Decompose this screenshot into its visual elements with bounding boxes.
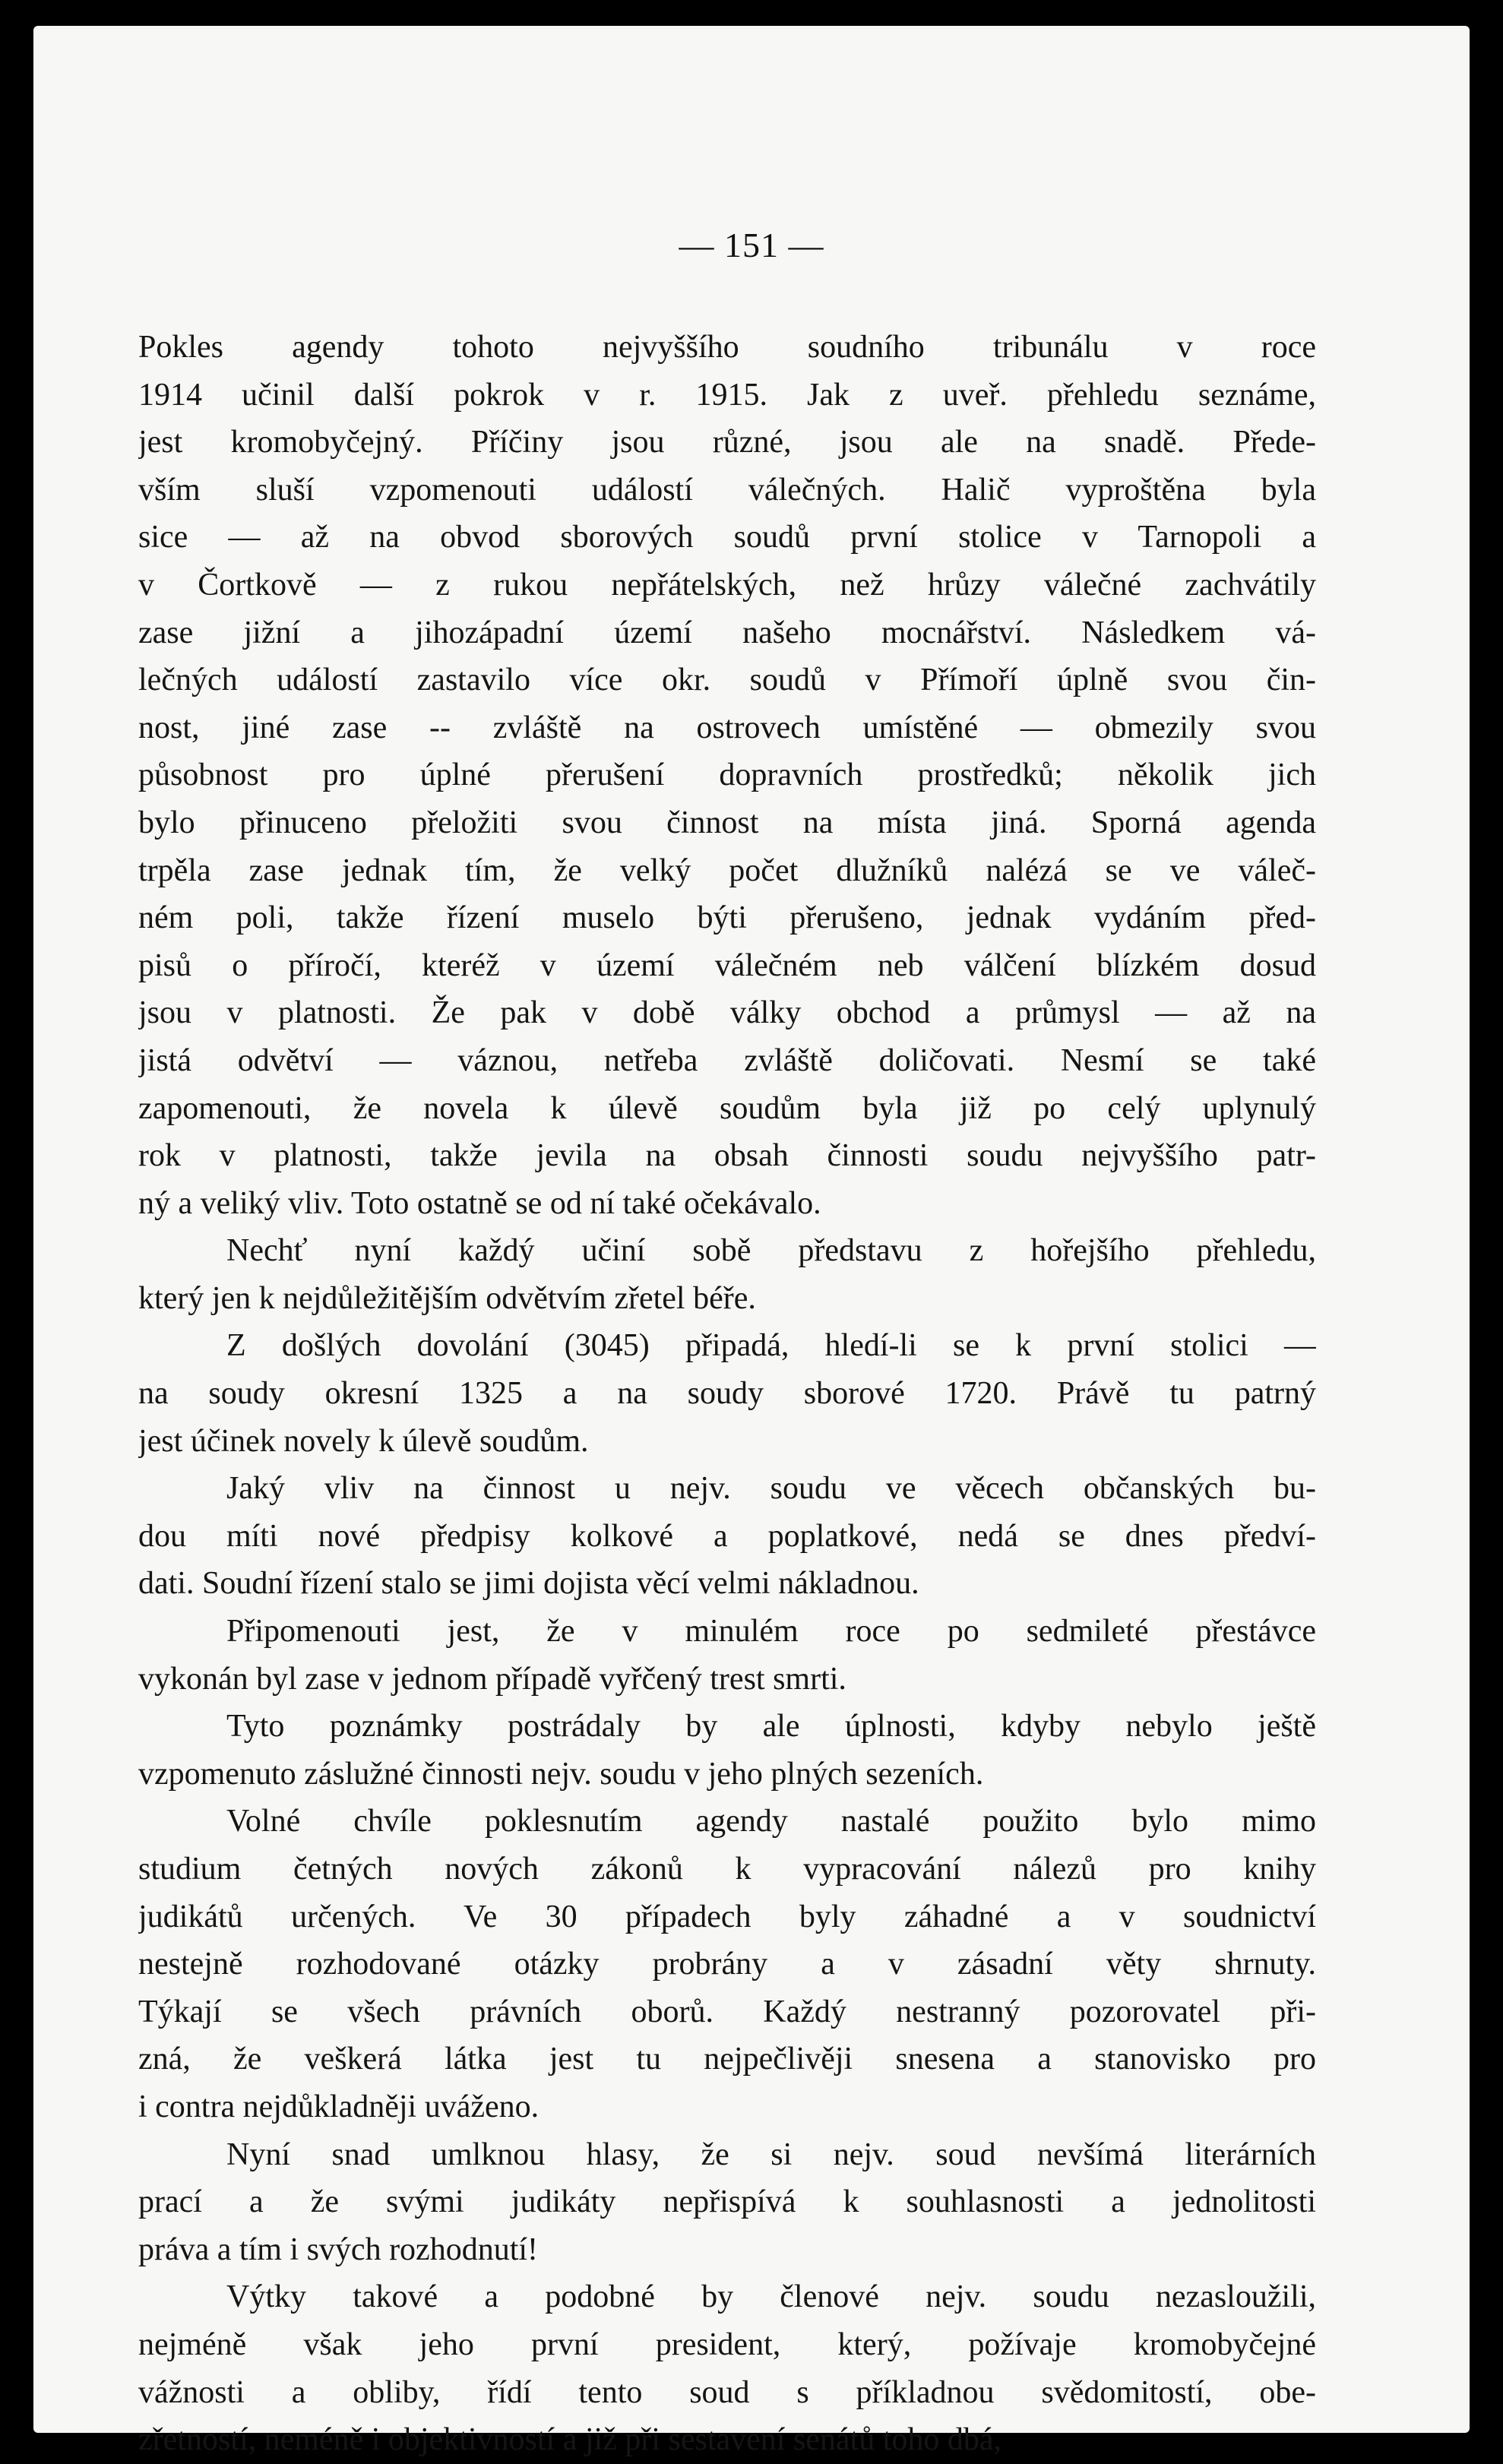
text-line: který jen k nejdůležitějším odvětvím zřetel béře. (138, 1280, 756, 1316)
text-line: Týkají se všech právních oborů. Každý nestranný pozorovatel při- (138, 1994, 1316, 2029)
text-line: Jaký vliv na činnost u nejv. soudu ve věcech občanských bu- (226, 1471, 1316, 1507)
paragraph (138, 1703, 1316, 1798)
paragraph (138, 324, 1316, 1227)
text-line: vážnosti a obliby, řídí tento soud s příkladnou svědomitostí, obe- (138, 2374, 1316, 2410)
text-line: nejméně však jeho první president, který, požívaje kromobyčejné (138, 2326, 1316, 2362)
text-line: jest kromobyčejný. Příčiny jsou různé, jsou ale na snadě. Přede- (138, 425, 1316, 460)
text-line: Pokles agendy tohoto nejvyššího soudního tribunálu v roce (138, 330, 1316, 365)
text-line: zná, že veškerá látka jest tu nejpečlivěji snesena a stanovisko pro (138, 2042, 1316, 2077)
text-line: na soudy okresní 1325 a na soudy sborové 1720. Právě tu patrný (138, 1376, 1316, 1412)
text-line: zase jižní a jihozápadní území našeho mocnářství. Následkem vá- (138, 615, 1316, 650)
text-line: zřetností, neméně i objektivností a již při sestavení senátů toho dbá, (138, 2422, 1002, 2458)
paragraph (138, 2131, 1316, 2274)
text-line: 1914 učinil další pokrok v r. 1915. Jak z uveř. přehledu seznáme, (138, 377, 1316, 413)
text-line: ném poli, takže řízení muselo býti přerušeno, jednak vydáním před- (138, 900, 1316, 936)
text-line: nost, jiné zase -- zvláště na ostrovech umístěné — obmezily svou (138, 710, 1316, 745)
text-line: vykonán byl zase v jednom případě vyřčený trest smrti. (138, 1661, 846, 1697)
text-line: pisů o příročí, kteréž v území válečném neb válčení blízkém dosud (138, 947, 1316, 983)
text-line: působnost pro úplné přerušení dopravních prostředků; několik jich (138, 758, 1316, 793)
text-line: Nechť nyní každý učiní sobě představu z hořejšího přehledu, (226, 1233, 1316, 1269)
paragraph (138, 1322, 1316, 1465)
text-line: dati. Soudní řízení stalo se jimi dojista věcí velmi nákladnou. (138, 1566, 919, 1602)
text-line: Z došlých dovolání (3045) připadá, hledí-li se k první stolici — (226, 1328, 1316, 1364)
text-line: i contra nejdůkladněji uváženo. (138, 2089, 539, 2124)
paragraph (138, 2273, 1316, 2463)
text-line: sice — až na obvod sborových soudů první stolice v Tarnopoli a (138, 520, 1316, 555)
text-line: vším sluší vzpomenouti událostí válečných. Halič vyproštěna byla (138, 472, 1316, 508)
text-line: Připomenouti jest, že v minulém roce po sedmileté přestávce (226, 1614, 1316, 1650)
text-line: nestejně rozhodované otázky probrány a v zásadní věty shrnuty. (138, 1947, 1316, 1982)
paragraph (138, 1798, 1316, 2130)
text-line: lečných událostí zastavilo více okr. soudů v Přímoří úplně svou čin- (138, 663, 1316, 698)
text-line: v Čortkově — z rukou nepřátelských, než hrůzy válečné zachvátily (138, 567, 1316, 603)
text-line: trpěla zase jednak tím, že velký počet dlužníků nalézá se ve váleč- (138, 852, 1316, 888)
text-line: jistá odvětví — váznou, netřeba zvláště doličovati. Nesmí se také (138, 1042, 1316, 1078)
text-line: studium četných nových zákonů k vypracování nálezů pro knihy (138, 1852, 1316, 1887)
paragraph (138, 1608, 1316, 1703)
text-line: rok v platnosti, takže jevila na obsah činnosti soudu nejvyššího patr- (138, 1138, 1316, 1174)
text-line: práva a tím i svých rozhodnutí! (138, 2232, 539, 2267)
text-line: zapomenouti, že novela k úlevě soudům byla již po celý uplynulý (138, 1090, 1316, 1126)
page-number: — 151 — (679, 226, 824, 264)
text-line: jsou v platnosti. Že pak v době války obchod a průmysl — až na (138, 995, 1316, 1031)
text-line: Volné chvíle poklesnutím agendy nastalé použito bylo mimo (226, 1804, 1316, 1839)
text-line: Nyní snad umlknou hlasy, že si nejv. soud nevšímá literárních (226, 2137, 1316, 2172)
text-line: prací a že svými judikáty nepřispívá k souhlasnosti a jednolitosti (138, 2184, 1316, 2220)
text-line: ný a veliký vliv. Toto ostatně se od ní také očekávalo. (138, 1185, 821, 1221)
text-line: jest účinek novely k úlevě soudům. (138, 1423, 589, 1459)
text-line: Výtky takové a podobné by členové nejv. soudu nezasloužili, (226, 2279, 1316, 2315)
text-line: Tyto poznámky postrádaly by ale úplnosti, kdyby nebylo ještě (226, 1709, 1316, 1744)
paragraph (138, 1465, 1316, 1608)
text-line: bylo přinuceno přeložiti svou činnost na místa jiná. Sporná agenda (138, 805, 1316, 840)
text-line: dou míti nové předpisy kolkové a poplatkové, nedá se dnes předví- (138, 1518, 1316, 1554)
text-line: judikátů určených. Ve 30 případech byly záhadné a v soudnictví (138, 1899, 1316, 1934)
scanned-page (33, 26, 1470, 2458)
text-line: vzpomenuto záslužné činnosti nejv. soudu v jeho plných sezeních. (138, 1756, 984, 1792)
body-text (138, 324, 1316, 2464)
paragraph (138, 1227, 1316, 1322)
